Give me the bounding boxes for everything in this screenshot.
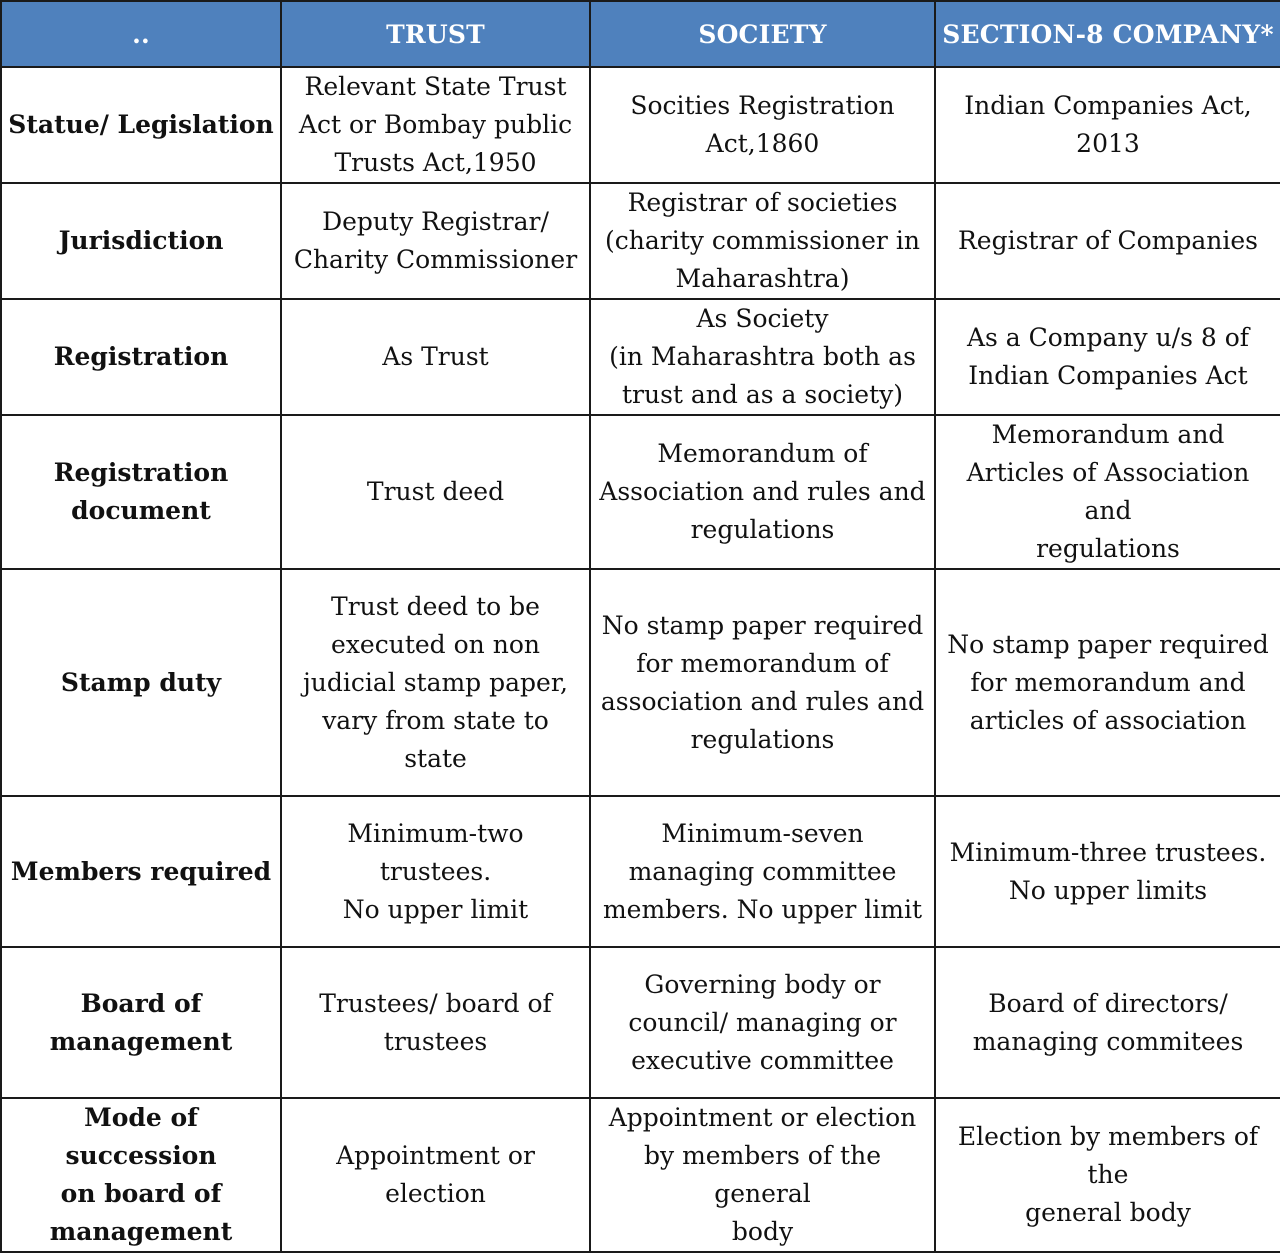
row-label: Registration document <box>1 415 281 569</box>
society-cell: Governing body or council/ managing or executive committee <box>590 947 935 1098</box>
trust-cell: Deputy Registrar/ Charity Commissioner <box>281 183 590 299</box>
company-cell: Board of directors/ managing commitees <box>935 947 1280 1098</box>
header-row <box>1 1 1280 67</box>
row-label: Stamp duty <box>1 569 281 796</box>
trust-cell: Appointment or election <box>281 1098 590 1252</box>
company-cell: As a Company u/s 8 of Indian Companies Act <box>935 299 1280 415</box>
trust-cell: As Trust <box>281 299 590 415</box>
table-row <box>1 796 1280 947</box>
company-cell: Election by members of the general body <box>935 1098 1280 1252</box>
row-label: Jurisdiction <box>1 183 281 299</box>
society-cell: Appointment or election by members of the general body <box>590 1098 935 1252</box>
society-cell: No stamp paper required for memorandum of association and rules and regulations <box>590 569 935 796</box>
header-corner: .. <box>1 1 281 67</box>
table-row <box>1 415 1280 569</box>
table-row <box>1 1098 1280 1252</box>
trust-cell: Trust deed to be executed on non judicial stamp paper, vary from state to state <box>281 569 590 796</box>
company-cell: Registrar of Companies <box>935 183 1280 299</box>
table-row <box>1 299 1280 415</box>
row-label: Mode of succession on board of management <box>1 1098 281 1252</box>
company-cell: Minimum-three trustees. No upper limits <box>935 796 1280 947</box>
table-row <box>1 947 1280 1098</box>
trust-cell: Minimum-two trustees. No upper limit <box>281 796 590 947</box>
row-label: Members required <box>1 796 281 947</box>
society-cell: Socities Registration Act,1860 <box>590 67 935 183</box>
society-cell: As Society (in Maharashtra both as trust and as a society) <box>590 299 935 415</box>
society-cell: Minimum-seven managing committee members. No upper limit <box>590 796 935 947</box>
company-cell: Indian Companies Act, 2013 <box>935 67 1280 183</box>
table-row <box>1 183 1280 299</box>
trust-cell: Trust deed <box>281 415 590 569</box>
society-cell: Memorandum of Association and rules and regulations <box>590 415 935 569</box>
row-label: Registration <box>1 299 281 415</box>
table-row <box>1 67 1280 183</box>
trust-cell: Trustees/ board of trustees <box>281 947 590 1098</box>
trust-cell: Relevant State Trust Act or Bombay public Trusts Act,1950 <box>281 67 590 183</box>
table-row <box>1 569 1280 796</box>
row-label: Statue/ Legislation <box>1 67 281 183</box>
row-label: Board of management <box>1 947 281 1098</box>
header-society: SOCIETY <box>590 1 935 67</box>
header-section8-company: SECTION-8 COMPANY* <box>935 1 1280 67</box>
company-cell: Memorandum and Articles of Association and regulations <box>935 415 1280 569</box>
header-trust: TRUST <box>281 1 590 67</box>
society-cell: Registrar of societies (charity commissioner in Maharashtra) <box>590 183 935 299</box>
company-cell: No stamp paper required for memorandum and articles of association <box>935 569 1280 796</box>
